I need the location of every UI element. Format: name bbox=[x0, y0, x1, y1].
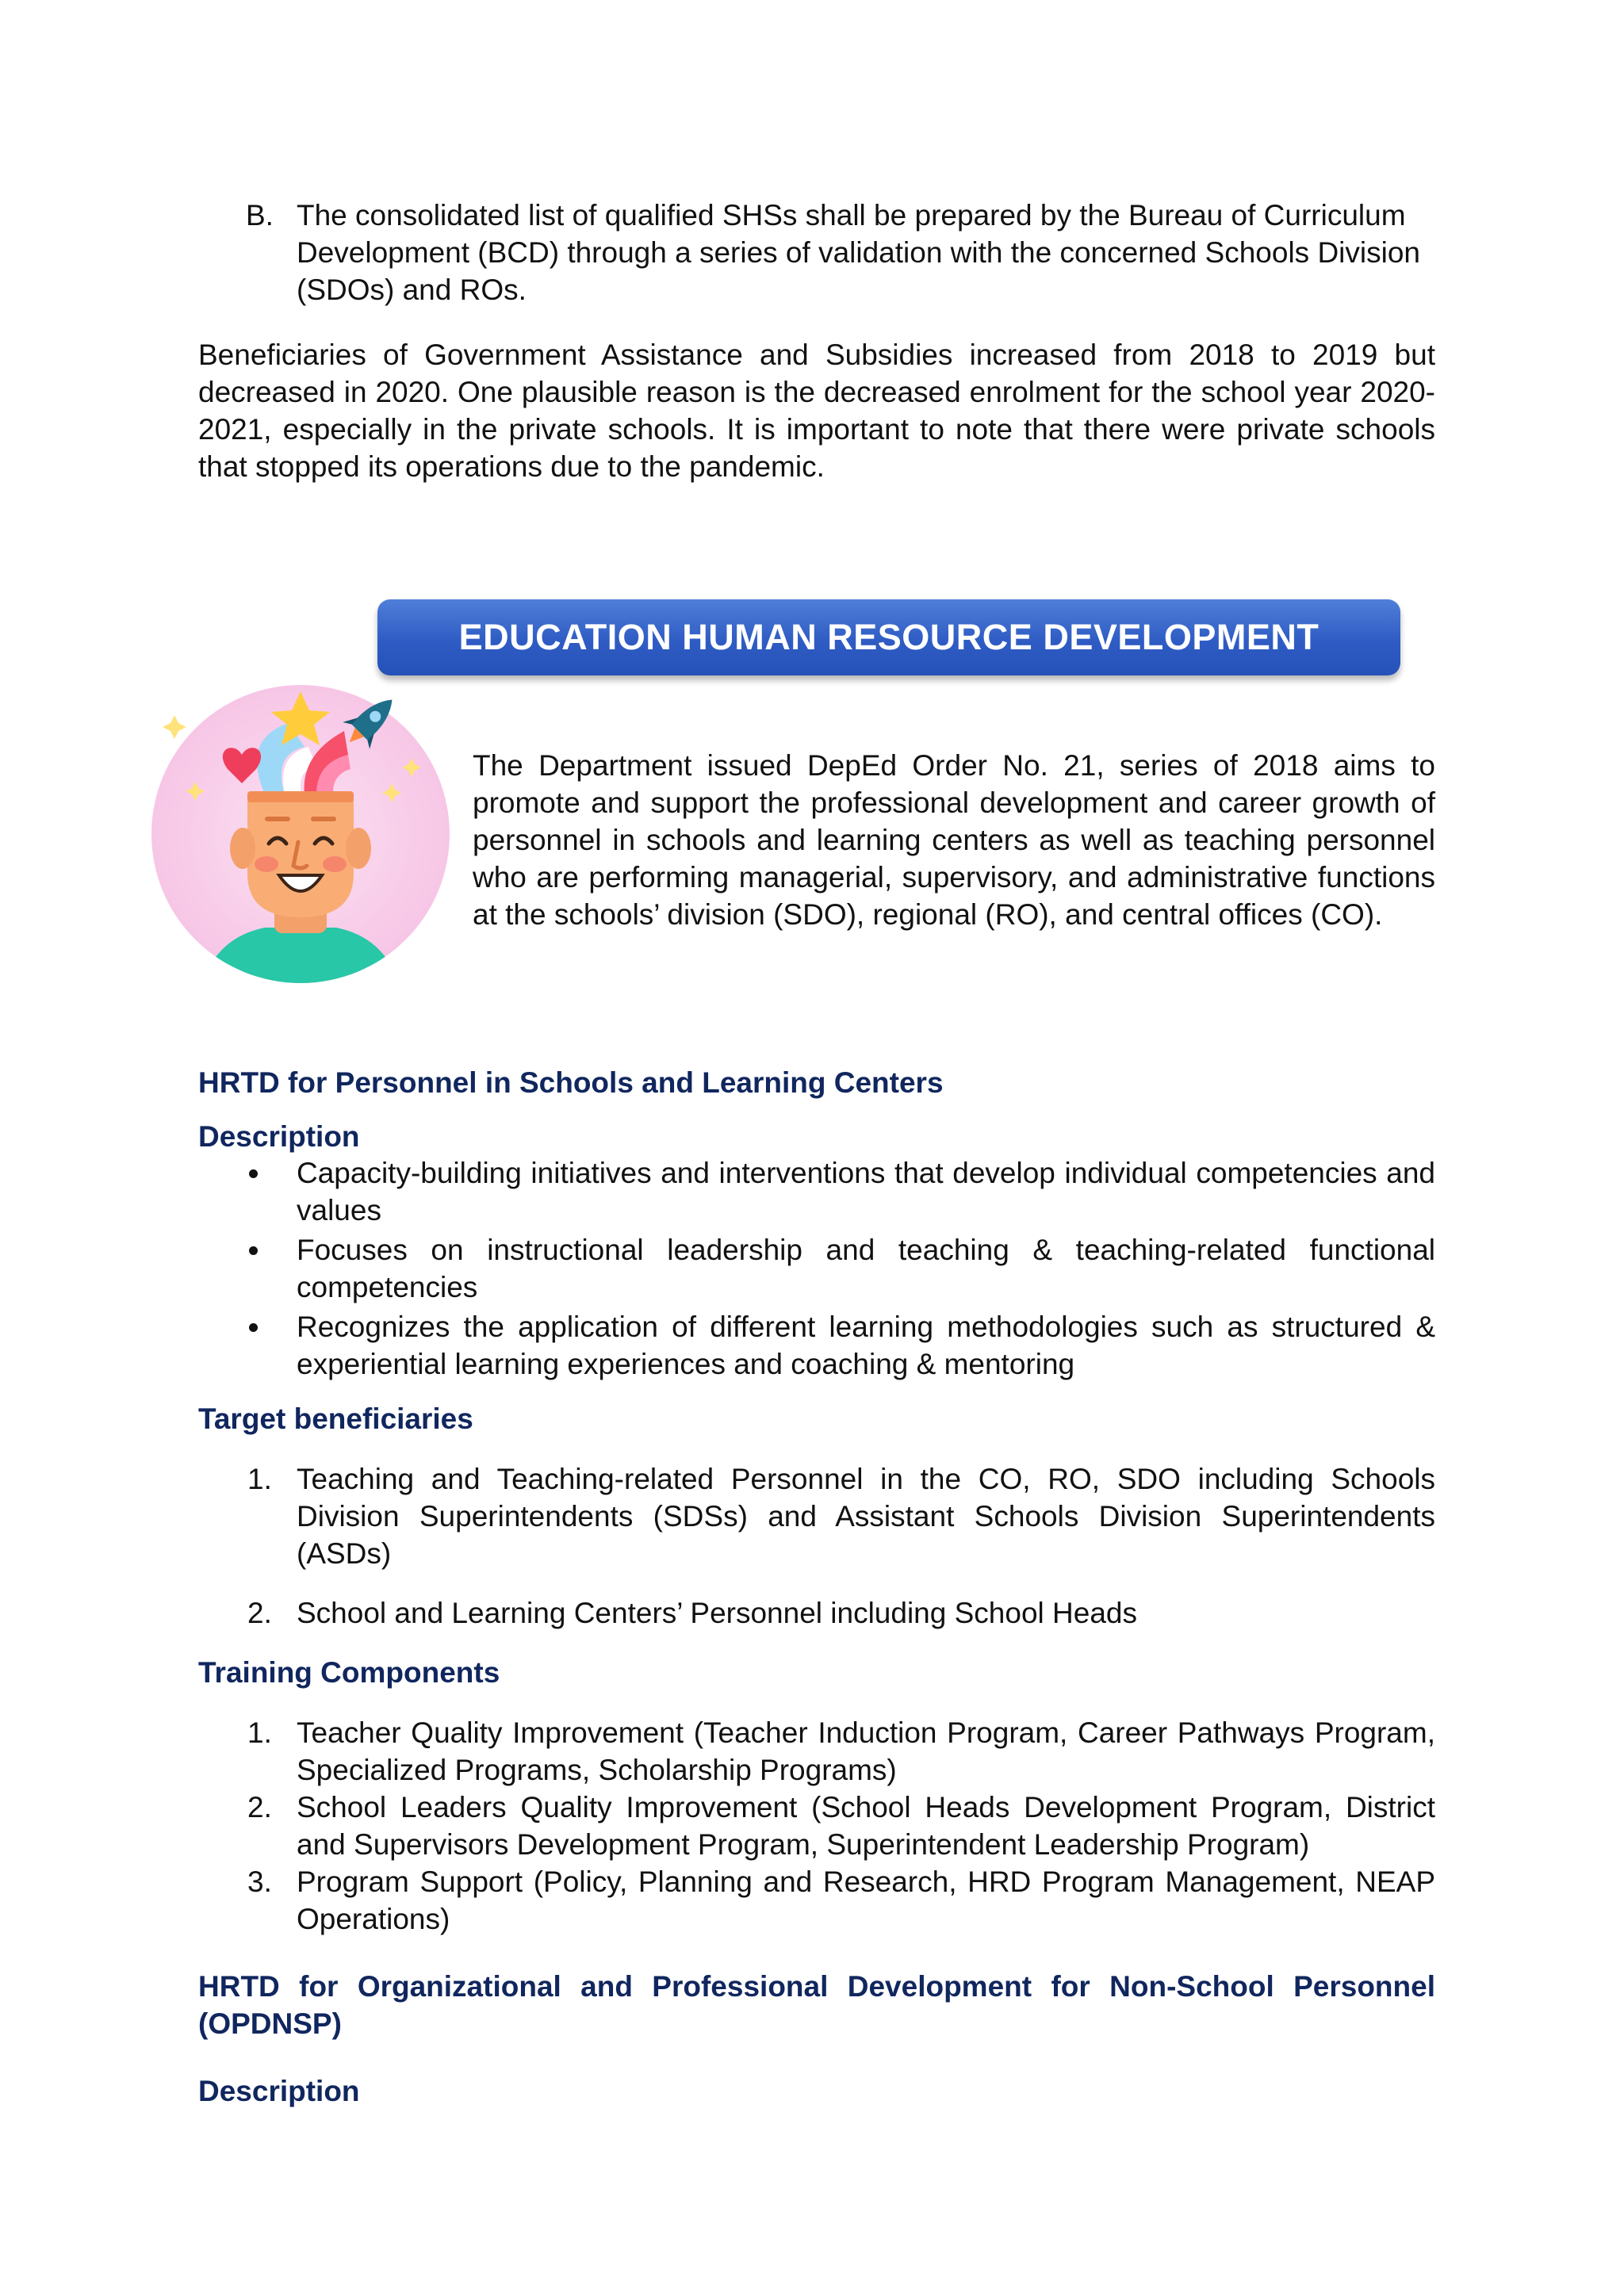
list-item-text: Focuses on instructional leadership and teaching & teaching-related functional competencies bbox=[297, 1234, 1435, 1303]
bullet-icon bbox=[249, 1323, 258, 1332]
bullet-icon bbox=[249, 1246, 258, 1255]
list-number: 2. bbox=[247, 1597, 272, 1629]
list-item bbox=[198, 1231, 1435, 1306]
list-item bbox=[198, 1594, 1435, 1632]
list-number: 1. bbox=[247, 1463, 272, 1495]
list-marker: B. bbox=[246, 199, 274, 232]
list-item-text: Program Support (Policy, Planning and Research, HRD Program Management, NEAP Operations) bbox=[297, 1866, 1435, 1935]
list-item-text: Teacher Quality Improvement (Teacher Induction Program, Career Pathways Program, Specialized Programs, Scholarship Programs) bbox=[297, 1716, 1435, 1786]
list-item-b bbox=[246, 197, 1435, 308]
beneficiaries-paragraph: Beneficiaries of Government Assistance and Subsidies increased from 2018 to 2019 but decreased in 2020. One plausible reason is the decreased enrolment for the school year 2020-2021, especially in the private schools. It is important to note that there were private schools that stopped its operations due to the pandemic. bbox=[198, 339, 1435, 483]
bullet-icon bbox=[249, 1169, 258, 1178]
target-list bbox=[198, 1460, 1435, 1632]
list-item-text: School Leaders Quality Improvement (School Heads Development Program, District and Supervisors Development Program, Superintendent Leadership Program) bbox=[297, 1791, 1435, 1861]
list-item bbox=[198, 1308, 1435, 1383]
list-item bbox=[198, 1460, 1435, 1572]
list-item bbox=[198, 1154, 1435, 1229]
section1-description-heading: Description bbox=[198, 1120, 360, 1153]
banner-title: EDUCATION HUMAN RESOURCE DEVELOPMENT bbox=[458, 617, 1320, 657]
list-item-text: The consolidated list of qualified SHSs shall be prepared by the Bureau of Curriculum Development (BCD) through a series of validation with the concerned Schools Division (SDOs) and ROs. bbox=[297, 199, 1420, 306]
list-item-text: School and Learning Centers’ Personnel including School Heads bbox=[297, 1597, 1137, 1629]
section-banner bbox=[377, 599, 1400, 675]
list-item-text: Teaching and Teaching-related Personnel in the CO, RO, SDO including Schools Division Superintendents (SDSs) and Assistant Schools Division Superintendents (ASDs) bbox=[297, 1463, 1435, 1570]
creative-mind-head-icon bbox=[146, 675, 455, 985]
intro-paragraph: The Department issued DepEd Order No. 21, series of 2018 aims to promote and support the professional development and career growth of personnel in schools and learning centers as well as teaching personnel who are performing managerial, supervisory, and administrative functions at the schools’ division (SDO), regional (RO), and central offices (CO). bbox=[473, 749, 1435, 931]
list-item-text: Recognizes the application of different learning methodologies such as structured & experiential learning experiences and coaching & mentoring bbox=[297, 1311, 1435, 1380]
list-item-text: Capacity-building initiatives and interventions that develop individual competencies and values bbox=[297, 1157, 1435, 1226]
section2-description-heading: Description bbox=[198, 2075, 360, 2107]
training-list bbox=[198, 1714, 1435, 1938]
list-item bbox=[198, 1789, 1435, 1863]
list-number: 3. bbox=[247, 1866, 272, 1898]
target-beneficiaries-heading: Target beneficiaries bbox=[198, 1402, 473, 1435]
section1-heading: HRTD for Personnel in Schools and Learning Centers bbox=[198, 1066, 944, 1099]
section2-heading: HRTD for Organizational and Professional Development for Non-School Personnel (OPDNSP) bbox=[198, 1970, 1435, 2040]
training-components-heading: Training Components bbox=[198, 1656, 500, 1689]
list-number: 2. bbox=[247, 1791, 272, 1823]
list-item bbox=[198, 1714, 1435, 1789]
description-list bbox=[198, 1154, 1435, 1383]
list-number: 1. bbox=[247, 1716, 272, 1749]
list-item bbox=[198, 1863, 1435, 1938]
